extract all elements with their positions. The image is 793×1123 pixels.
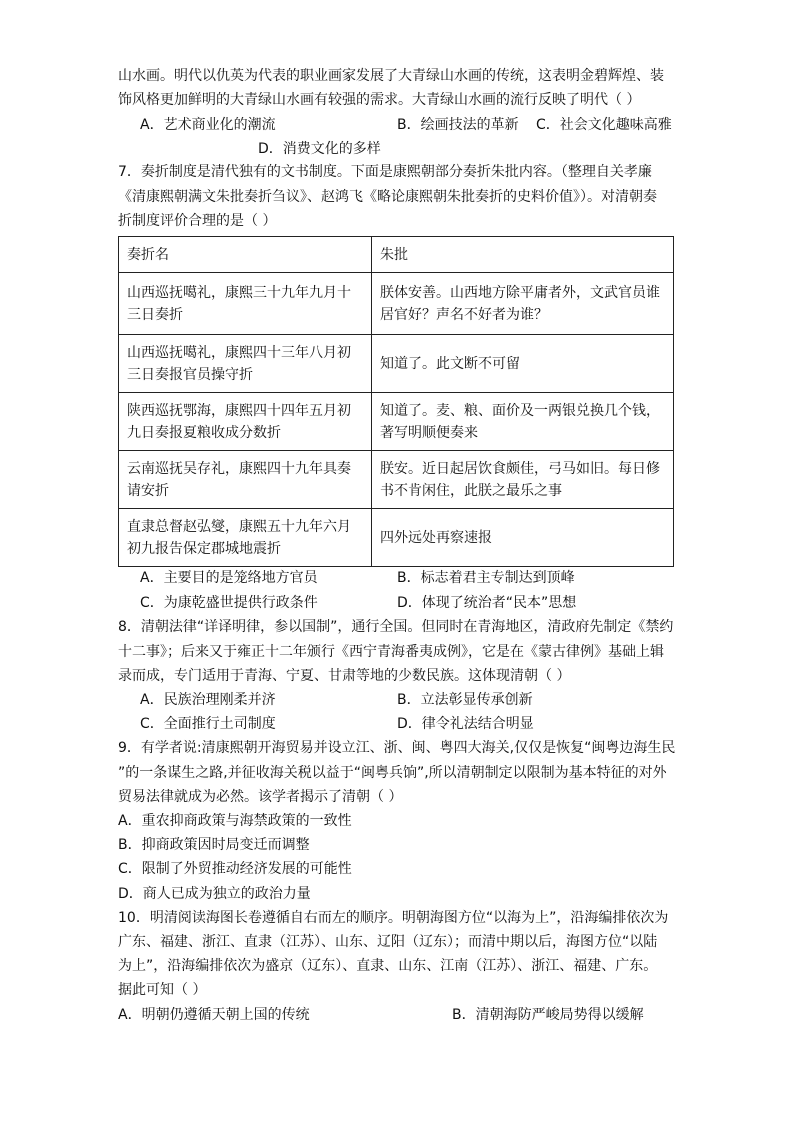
table-header-row bbox=[119, 237, 674, 273]
q8-option-b[interactable]: B．立法彰显传承创新 bbox=[397, 692, 533, 708]
q10-text-line-4: 据此可知（ ） bbox=[118, 982, 207, 998]
q6-text-line-1: 山水画。明代以仇英为代表的职业画家发展了大青绿山水画的传统，这表明金碧辉煌、装 bbox=[118, 68, 664, 84]
table-cell-vermilion: 知道了。麦、粮、面价及一两银兑换几个钱，著写明顺便奏来 bbox=[372, 393, 674, 451]
q7-option-d[interactable]: D．体现了统治者“民本”思想 bbox=[397, 595, 577, 611]
table-row bbox=[119, 451, 674, 509]
q6-option-a[interactable]: A．艺术商业化的潮流 bbox=[140, 117, 276, 133]
q10-text-line-2: 广东、福建、浙江、直隶（江苏）、山东、辽阳（辽东）；而清中期以后，海图方位“以陆 bbox=[118, 934, 658, 950]
table-cell-vermilion: 朕体安善。山西地方除平庸者外，文武官员谁居官好？声名不好者为谁？ bbox=[372, 273, 674, 335]
q8-text-line-1: 8．清朝法律“详译明律，参以国制”，通行全国。但同时在青海地区，清政府先制定《禁约 bbox=[118, 619, 674, 635]
q9-option-d[interactable]: D．商人已成为独立的政治力量 bbox=[118, 886, 311, 902]
table-cell-memorial: 云南巡抚吴存礼，康熙四十九年具奏请安折 bbox=[119, 451, 372, 509]
q7-option-c[interactable]: C．为康乾盛世提供行政条件 bbox=[140, 595, 318, 611]
table-cell-vermilion: 朕安。近日起居饮食颇佳，弓马如旧。每日修书不肯闲住，此朕之最乐之事 bbox=[372, 451, 674, 509]
table-row bbox=[119, 509, 674, 567]
q10-option-a[interactable]: A．明朝仍遵循天朝上国的传统 bbox=[118, 1007, 310, 1023]
table-cell-vermilion: 知道了。此文断不可留 bbox=[372, 335, 674, 393]
q8-option-c[interactable]: C．全面推行土司制度 bbox=[140, 716, 276, 732]
table-cell-vermilion: 四外远处再察速报 bbox=[372, 509, 674, 567]
table-row bbox=[119, 273, 674, 335]
q9-text-line-3: 贸易法律就成为必然。该学者揭示了清朝（ ） bbox=[118, 789, 403, 805]
table-header-vermilion: 朱批 bbox=[372, 237, 674, 273]
q6-option-d[interactable]: D．消费文化的多样 bbox=[258, 141, 381, 157]
q9-option-a[interactable]: A．重农抑商政策与海禁政策的一致性 bbox=[118, 813, 352, 829]
q9-text-line-2: ”的一条谋生之路,并征收海关税以益于“闽粤兵饷”,所以清朝制定以限制为基本特征的对外 bbox=[118, 765, 667, 781]
q6-option-c[interactable]: C．社会文化趣味高雅 bbox=[536, 117, 672, 133]
q7-option-a[interactable]: A．主要目的是笼络地方官员 bbox=[140, 570, 318, 586]
memorial-table bbox=[118, 236, 674, 567]
table-row bbox=[119, 393, 674, 451]
q8-text-line-2: 十二事》；后来又于雍正十二年颁行《西宁青海番夷成例》，它是在《蒙古律例》基础上辑 bbox=[118, 644, 664, 660]
q10-option-b[interactable]: B．清朝海防严峻局势得以缓解 bbox=[452, 1007, 644, 1023]
q7-text-line-1: 7．奏折制度是清代独有的文书制度。下面是康熙朝部分奏折朱批内容。（整理自关孝廉 bbox=[118, 164, 652, 180]
q9-option-b[interactable]: B．抑商政策因时局变迁而调整 bbox=[118, 837, 310, 853]
table-header-memorial: 奏折名 bbox=[119, 237, 372, 273]
table-cell-memorial: 山西巡抚噶礼，康熙四十三年八月初三日奏报官员操守折 bbox=[119, 335, 372, 393]
q8-option-a[interactable]: A．民族治理刚柔并济 bbox=[140, 692, 276, 708]
q7-text-line-3: 折制度评价合理的是（ ） bbox=[118, 213, 277, 229]
table-cell-memorial: 陕西巡抚鄂海，康熙四十四年五月初九日奏报夏粮收成分数折 bbox=[119, 393, 372, 451]
table-cell-memorial: 直隶总督赵弘燮，康熙五十九年六月初九报告保定郡城地震折 bbox=[119, 509, 372, 567]
table-row bbox=[119, 335, 674, 393]
q9-option-c[interactable]: C．限制了外贸推动经济发展的可能性 bbox=[118, 861, 352, 877]
q9-text-line-1: 9．有学者说:清康熙朝开海贸易并设立江、浙、闽、粤四大海关,仅仅是恢复“闽粤边海生民 bbox=[118, 740, 676, 756]
q10-text-line-1: 10．明清阅读海图长卷遵循自右而左的顺序。明朝海图方位“以海为上”，沿海编排依次为 bbox=[118, 910, 669, 926]
table-cell-memorial: 山西巡抚噶礼，康熙三十九年九月十三日奏折 bbox=[119, 273, 372, 335]
q7-option-b[interactable]: B．标志着君主专制达到顶峰 bbox=[397, 570, 575, 586]
q6-text-line-2: 饰风格更加鲜明的大青绿山水画有较强的需求。大青绿山水画的流行反映了明代（ ） bbox=[118, 92, 641, 108]
q6-option-b[interactable]: B．绘画技法的革新 bbox=[397, 117, 519, 133]
q10-text-line-3: 为上”，沿海编排依次为盛京（辽东）、直隶、山东、江南（江苏）、浙江、福建、广东。 bbox=[118, 958, 658, 974]
q8-text-line-3: 录而成，专门适用于青海、宁夏、甘肃等地的少数民族。这体现清朝（ ） bbox=[118, 668, 571, 684]
q7-text-line-2: 《清康熙朝满文朱批奏折刍议》、赵鸿飞《略论康熙朝朱批奏折的史料价值》）。对清朝奏 bbox=[118, 189, 657, 205]
q8-option-d[interactable]: D．律令礼法结合明显 bbox=[397, 716, 534, 732]
